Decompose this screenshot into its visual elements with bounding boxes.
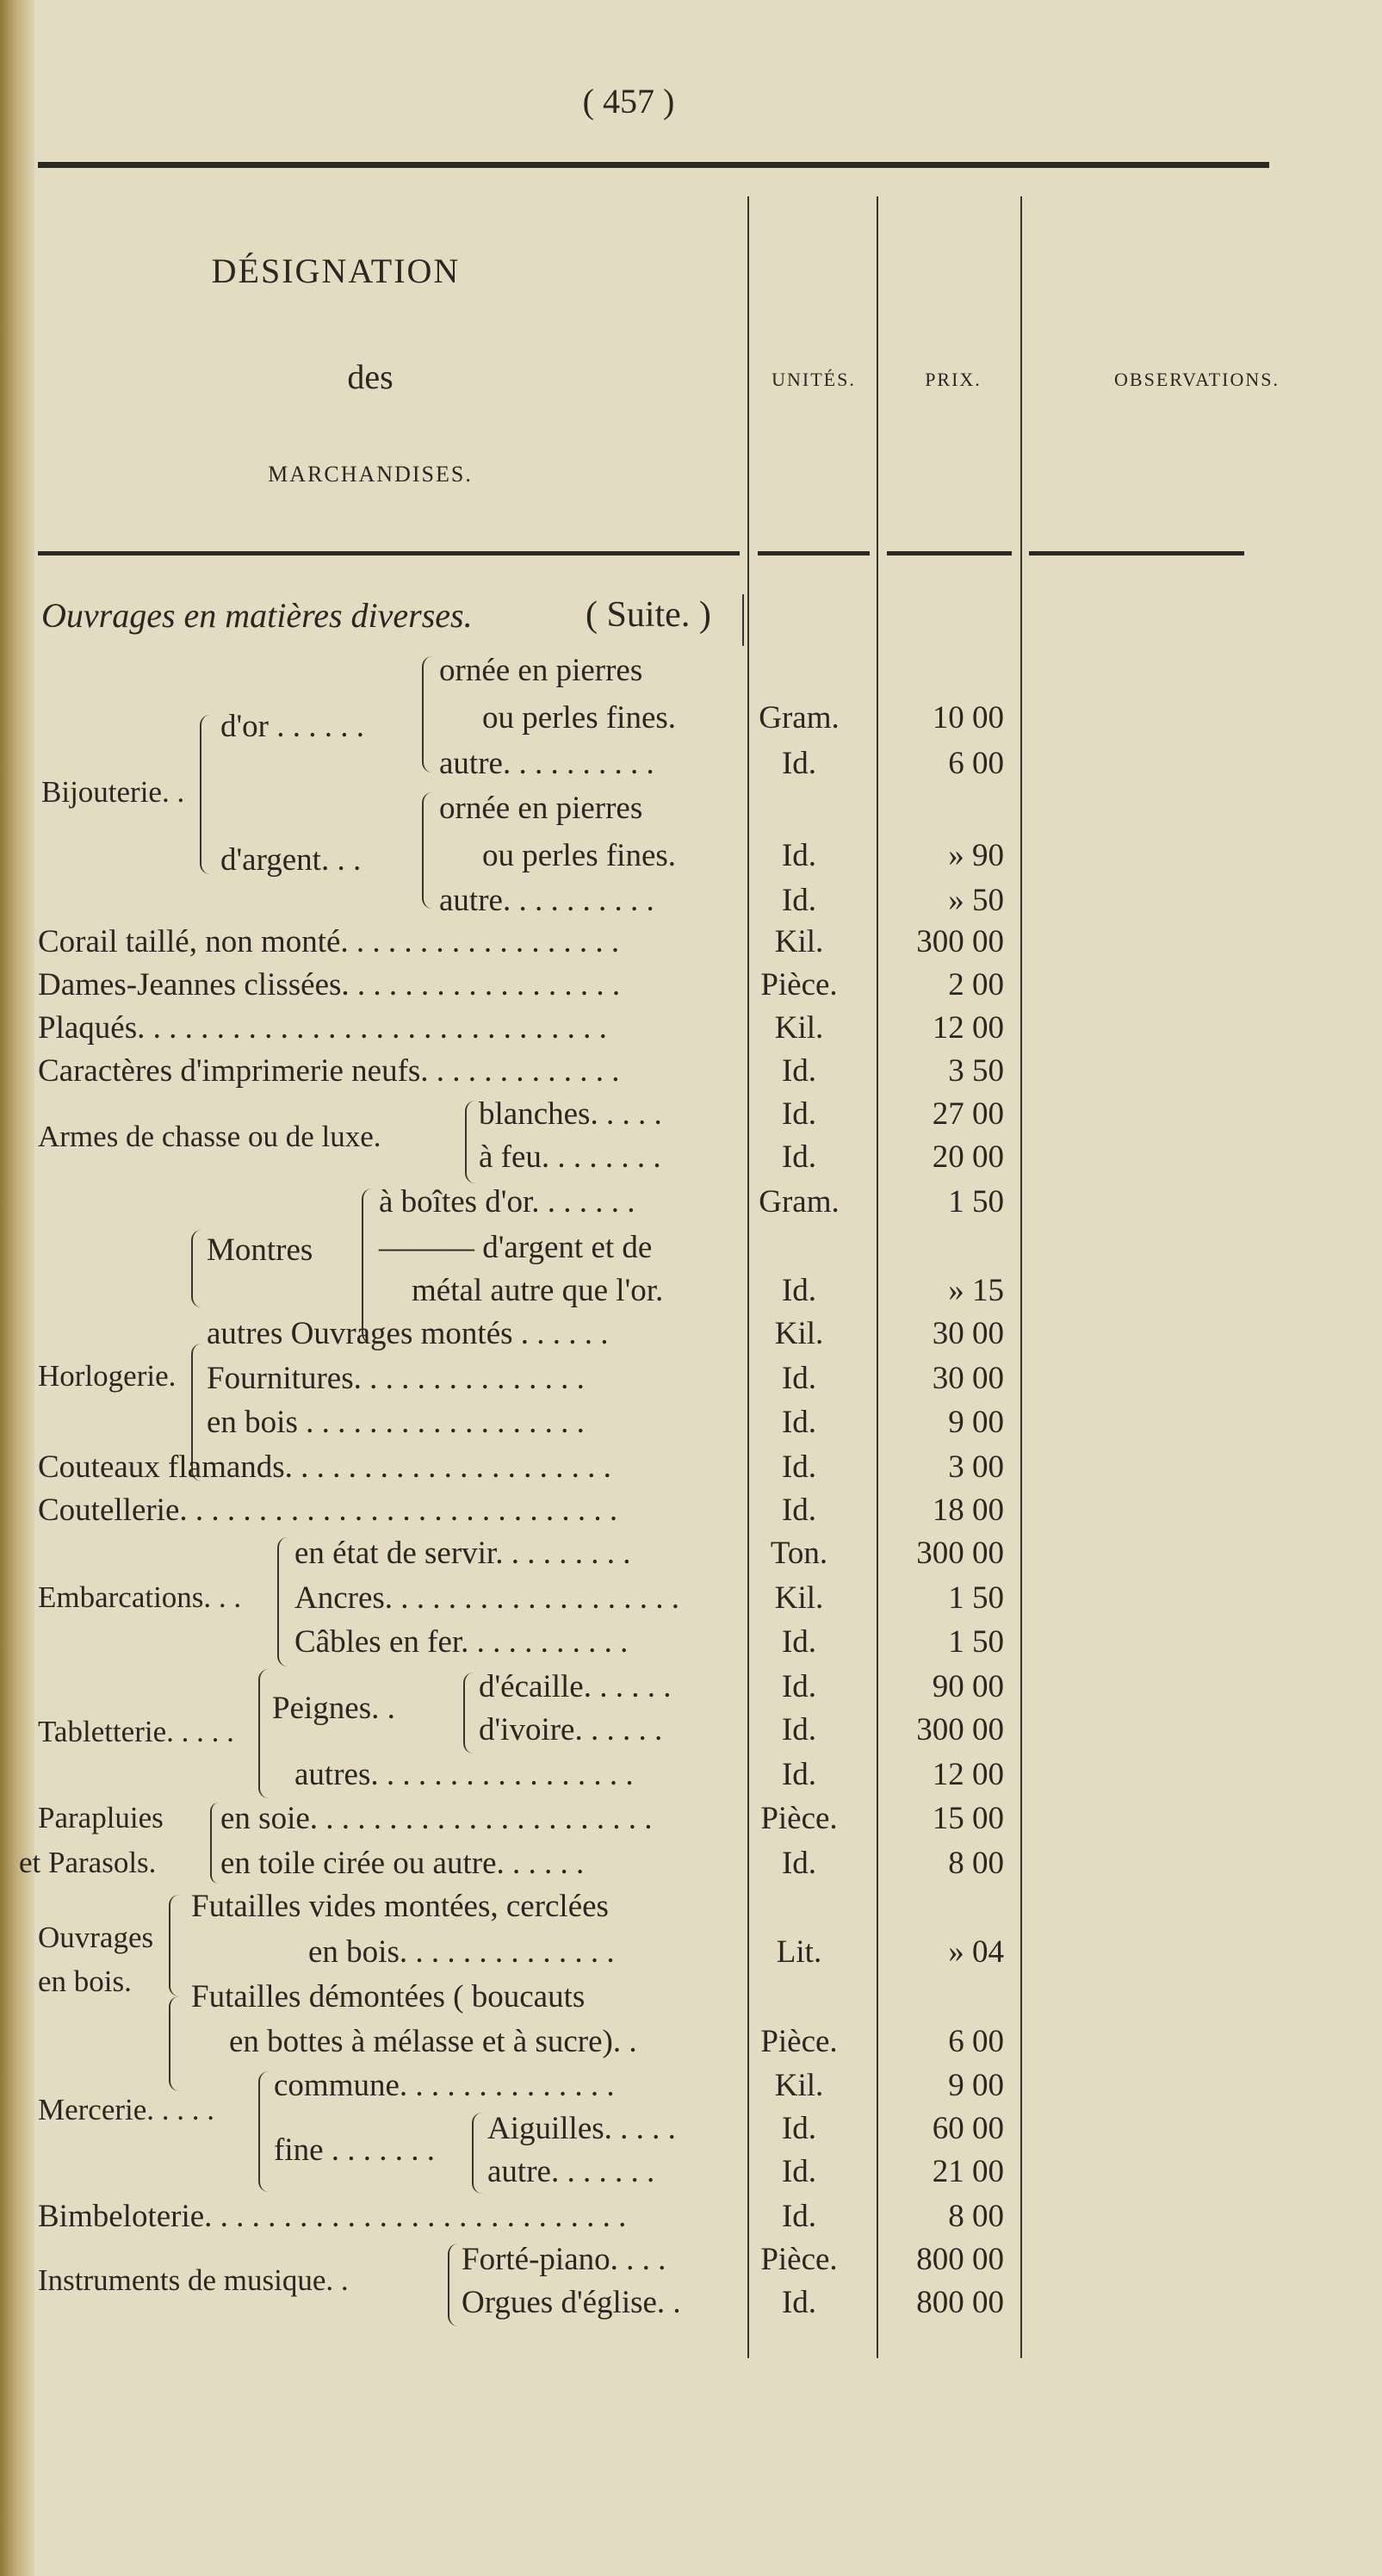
row-label: en bois . . . . . . . . . . . . . . . . . . bbox=[207, 1405, 585, 1440]
book-spine-shadow bbox=[0, 0, 34, 2576]
row-label: autre. . . . . . . bbox=[487, 2154, 655, 2189]
row-label: Coutellerie. . . . . . . . . . . . . . . . . . . . . . . . . . . . bbox=[38, 1493, 618, 1528]
row-unit: Id. bbox=[781, 883, 817, 918]
header-rule-4 bbox=[1029, 551, 1244, 556]
row-label: autre. . . . . . . . . . bbox=[439, 883, 654, 918]
row-unit: Pièce. bbox=[760, 967, 838, 1002]
row-unit: Kil. bbox=[774, 924, 824, 959]
row-unit: Id. bbox=[781, 1405, 817, 1440]
row-price: 18 00 bbox=[932, 1493, 1004, 1528]
row-price: 21 00 bbox=[932, 2154, 1004, 2189]
row-unit: Id. bbox=[781, 1669, 817, 1704]
row-label: ou perles fines. bbox=[482, 838, 677, 873]
row-price: » 15 bbox=[948, 1273, 1004, 1308]
page-number: ( 457 ) bbox=[582, 82, 675, 121]
row-unit: Id. bbox=[781, 1053, 817, 1089]
group-montres: Montres bbox=[207, 1232, 313, 1268]
header-observations: OBSERVATIONS. bbox=[1114, 369, 1280, 390]
brace-ouvrages-b bbox=[169, 1996, 179, 2091]
row-label: Fournitures. . . . . . . . . . . . . . . bbox=[207, 1361, 585, 1396]
row-unit: Kil. bbox=[774, 1316, 824, 1351]
group-parasols: et Parasols. bbox=[19, 1846, 157, 1879]
row-price: » 90 bbox=[948, 838, 1004, 873]
row-label: blanches. . . . . bbox=[479, 1096, 662, 1132]
row-price: 2 00 bbox=[948, 967, 1004, 1002]
row-price: 27 00 bbox=[932, 1096, 1004, 1132]
group-parapluies: Parapluies bbox=[38, 1801, 164, 1834]
brace-dargent bbox=[422, 792, 434, 909]
row-price: 300 00 bbox=[916, 924, 1004, 959]
group-instruments: Instruments de musique. . bbox=[38, 2263, 349, 2297]
row-label: Câbles en fer. . . . . . . . . . . bbox=[294, 1624, 629, 1660]
row-label: en état de servir. . . . . . . . . bbox=[294, 1536, 631, 1571]
row-price: 800 00 bbox=[916, 2285, 1004, 2320]
row-price: 15 00 bbox=[932, 1801, 1004, 1836]
row-label: Bimbeloterie. . . . . . . . . . . . . . . . . . . . . . . . . . . bbox=[38, 2199, 627, 2234]
brace-fine bbox=[472, 2113, 482, 2194]
row-price: 1 50 bbox=[948, 1624, 1004, 1660]
row-unit: Id. bbox=[781, 1273, 817, 1308]
group-bijouterie: Bijouterie. . bbox=[41, 775, 185, 809]
brace-bijouterie bbox=[200, 715, 212, 874]
row-price: 3 00 bbox=[948, 1449, 1004, 1485]
row-price: 20 00 bbox=[932, 1139, 1004, 1175]
group-tabletterie: Tabletterie. . . . . bbox=[38, 1715, 234, 1748]
row-unit: Gram. bbox=[759, 1184, 840, 1220]
row-unit: Id. bbox=[781, 1493, 817, 1528]
row-unit: Pièce. bbox=[760, 1801, 838, 1836]
row-unit: Lit. bbox=[776, 1934, 822, 1970]
row-unit: Kil. bbox=[774, 1010, 824, 1046]
row-unit: Pièce. bbox=[760, 2024, 838, 2059]
header-rule-3 bbox=[887, 551, 1012, 556]
brace-ouvrages-a bbox=[169, 1895, 179, 1996]
row-label: en bois. . . . . . . . . . . . . . bbox=[308, 1934, 615, 1970]
row-price: 3 50 bbox=[948, 1053, 1004, 1089]
row-label: autres. . . . . . . . . . . . . . . . . bbox=[294, 1757, 634, 1792]
row-label: Couteaux flamands. . . . . . . . . . . . . . . . . . . . . bbox=[38, 1449, 611, 1485]
row-label: à feu. . . . . . . . bbox=[479, 1139, 661, 1175]
row-label: Futailles démontées ( boucauts bbox=[191, 1979, 586, 2014]
group-horlogerie: Horlogerie. bbox=[38, 1359, 177, 1393]
group-embarcations: Embarcations. . . bbox=[38, 1580, 242, 1614]
row-label: ornée en pierres bbox=[439, 653, 643, 688]
row-price: » 50 bbox=[948, 883, 1004, 918]
row-unit: Id. bbox=[781, 1712, 817, 1747]
row-price: 800 00 bbox=[916, 2242, 1004, 2277]
row-price: 300 00 bbox=[916, 1712, 1004, 1747]
group-ouvrages: Ouvrages bbox=[38, 1921, 154, 1954]
row-unit: Id. bbox=[781, 1757, 817, 1792]
row-label: Orgues d'église. . bbox=[462, 2285, 681, 2320]
row-label: en toile cirée ou autre. . . . . . bbox=[220, 1846, 585, 1881]
row-unit: Id. bbox=[781, 2111, 817, 2146]
row-label: Futailles vides montées, cerclées bbox=[191, 1889, 609, 1924]
header-marchandises: MARCHANDISES. bbox=[268, 462, 473, 487]
row-label-armes: Armes de chasse ou de luxe. bbox=[38, 1120, 381, 1153]
row-price: 9 00 bbox=[948, 1405, 1004, 1440]
row-label: Ancres. . . . . . . . . . . . . . . . . . . bbox=[294, 1580, 680, 1616]
row-label: commune. . . . . . . . . . . . . . bbox=[274, 2068, 615, 2103]
row-label: Forté-piano. . . . bbox=[462, 2242, 666, 2277]
row-unit: Gram. bbox=[759, 700, 840, 736]
group-mercerie: Mercerie. . . . . bbox=[38, 2093, 215, 2126]
brace-tabletterie bbox=[258, 1669, 270, 1798]
group-peignes: Peignes. . bbox=[272, 1691, 395, 1726]
column-line-3 bbox=[1020, 196, 1022, 2358]
brace-dor bbox=[422, 656, 434, 773]
header-prix: PRIX. bbox=[925, 369, 982, 390]
section-suite: ( Suite. ) bbox=[586, 595, 711, 635]
brace-mercerie bbox=[258, 2071, 270, 2192]
row-label: d'ivoire. . . . . . bbox=[479, 1712, 663, 1747]
row-label: Caractères d'imprimerie neufs. . . . . . . . . . . . . bbox=[38, 1053, 620, 1089]
row-price: » 04 bbox=[948, 1934, 1004, 1970]
row-unit: Kil. bbox=[774, 1580, 824, 1616]
row-label: d'écaille. . . . . . bbox=[479, 1669, 672, 1704]
row-price: 90 00 bbox=[932, 1669, 1004, 1704]
section-title: Ouvrages en matières diverses. bbox=[41, 596, 473, 635]
row-label: Corail taillé, non monté. . . . . . . . . . . . . . . . . . bbox=[38, 924, 620, 959]
row-label: ornée en pierres bbox=[439, 791, 643, 826]
row-label: Plaqués. . . . . . . . . . . . . . . . . . . . . . . . . . . . . . bbox=[38, 1010, 607, 1046]
row-unit: Kil. bbox=[774, 2068, 824, 2103]
column-line-2 bbox=[877, 196, 878, 2358]
row-price: 9 00 bbox=[948, 2068, 1004, 2103]
row-price: 12 00 bbox=[932, 1010, 1004, 1046]
group-en-bois: en bois. bbox=[38, 1965, 132, 1998]
brace-armes bbox=[465, 1101, 475, 1183]
row-price: 1 50 bbox=[948, 1580, 1004, 1616]
row-unit: Id. bbox=[781, 2199, 817, 2234]
brace-parapluies bbox=[210, 1803, 219, 1884]
row-label: autres Ouvrages montés . . . . . . bbox=[207, 1316, 609, 1351]
row-price: 10 00 bbox=[932, 700, 1004, 736]
row-unit: Ton. bbox=[770, 1536, 828, 1571]
row-unit: Pièce. bbox=[760, 2242, 838, 2277]
row-unit: Id. bbox=[781, 1096, 817, 1132]
brace-montres bbox=[191, 1230, 201, 1307]
row-label: Dames-Jeannes clissées. . . . . . . . . . . . . . . . . . bbox=[38, 967, 621, 1002]
row-price: 6 00 bbox=[948, 2024, 1004, 2059]
row-price: 8 00 bbox=[948, 1846, 1004, 1881]
row-unit: Id. bbox=[781, 1449, 817, 1485]
row-price: 8 00 bbox=[948, 2199, 1004, 2234]
header-rule-1 bbox=[38, 551, 740, 556]
row-label: ou perles fines. bbox=[482, 700, 677, 736]
row-price: 1 50 bbox=[948, 1184, 1004, 1220]
row-price: 300 00 bbox=[916, 1536, 1004, 1571]
row-label: à boîtes d'or. . . . . . . bbox=[379, 1184, 635, 1220]
header-unites: UNITÉS. bbox=[772, 369, 856, 390]
group-dargent: d'argent. . . bbox=[220, 842, 362, 878]
brace-instruments bbox=[448, 2244, 458, 2326]
row-label: ——— d'argent et de bbox=[379, 1230, 653, 1265]
brace-embarcations bbox=[277, 1537, 289, 1667]
row-unit: Id. bbox=[781, 746, 817, 781]
row-unit: Id. bbox=[781, 1139, 817, 1175]
row-unit: Id. bbox=[781, 1846, 817, 1881]
row-label: en soie. . . . . . . . . . . . . . . . . . . . . . bbox=[220, 1801, 653, 1836]
row-price: 30 00 bbox=[932, 1316, 1004, 1351]
row-price: 12 00 bbox=[932, 1757, 1004, 1792]
group-dor: d'or . . . . . . bbox=[220, 709, 364, 744]
row-price: 60 00 bbox=[932, 2111, 1004, 2146]
row-unit: Id. bbox=[781, 1361, 817, 1396]
brace-peignes bbox=[463, 1673, 474, 1754]
row-price: 30 00 bbox=[932, 1361, 1004, 1396]
header-des: des bbox=[347, 357, 394, 396]
group-fine: fine . . . . . . . bbox=[274, 2132, 436, 2168]
row-unit: Id. bbox=[781, 2285, 817, 2320]
row-unit: Id. bbox=[781, 838, 817, 873]
row-label: autre. . . . . . . . . . bbox=[439, 746, 654, 781]
row-unit: Id. bbox=[781, 2154, 817, 2189]
top-rule bbox=[38, 162, 1269, 168]
header-designation: DÉSIGNATION bbox=[211, 251, 461, 290]
section-bracket bbox=[742, 594, 744, 646]
row-label: Aiguilles. . . . . bbox=[487, 2111, 676, 2146]
header-rule-2 bbox=[758, 551, 870, 556]
row-price: 6 00 bbox=[948, 746, 1004, 781]
row-unit: Id. bbox=[781, 1624, 817, 1660]
row-label: métal autre que l'or. bbox=[412, 1273, 664, 1308]
row-label: en bottes à mélasse et à sucre). . bbox=[229, 2024, 637, 2059]
